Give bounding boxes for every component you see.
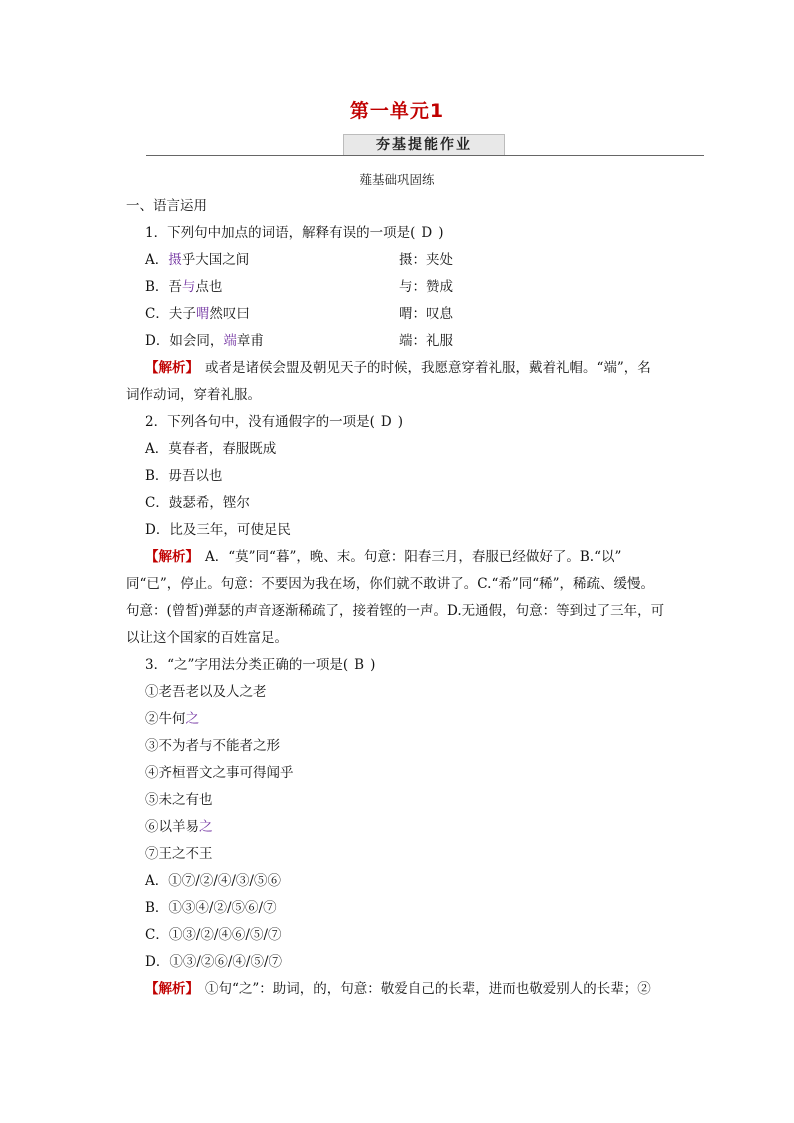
- question-1-stem: [126, 220, 686, 247]
- item-text: ①老吾老以及人之老: [145, 684, 267, 700]
- stem-close: ): [370, 657, 376, 673]
- sentence-item: [126, 814, 686, 841]
- analysis-2: [126, 544, 686, 652]
- item-text: ⑦王之不王: [145, 846, 213, 862]
- question-stem-text: 1．下列句中加点的词语，解释有误的一项是(: [145, 225, 416, 241]
- option-post: 点也: [195, 279, 223, 295]
- option-pre: C．夫子: [145, 306, 196, 322]
- dotted-word: 端: [223, 333, 237, 349]
- option-c: C．鼓瑟希，铿尔: [145, 495, 250, 511]
- option-post: 乎大国之间: [181, 252, 250, 268]
- analysis-line: 词作动词，穿着礼服。: [126, 387, 261, 403]
- option-gloss: 喟：叹息: [399, 306, 453, 322]
- analysis-text: A．“莫”同“暮”，晚、末。句意：阳春三月，春服已经做好了。B.“以”: [205, 549, 622, 565]
- item-text: ⑥以羊易: [145, 819, 199, 835]
- option-b: B．①③④/②/⑤⑥/⑦: [145, 900, 277, 916]
- sentence-item: [126, 760, 686, 787]
- analysis-line: [126, 355, 686, 382]
- answer-letter: B: [354, 657, 365, 673]
- analysis-tag: 【解析】: [145, 981, 199, 997]
- answer-letter: D: [421, 225, 433, 241]
- dotted-word: 喟: [195, 306, 210, 322]
- option-b: B．毋吾以也: [145, 468, 223, 484]
- analysis-tag: 【解析】: [145, 549, 199, 565]
- option-d: D．比及三年，可使足民: [145, 522, 291, 538]
- analysis-text: ①句“之”：助词，的，句意：敬爱自己的长辈，进而也敬爱别人的长辈；②: [205, 981, 651, 997]
- option-post: 然叹曰: [209, 306, 250, 322]
- question-2-stem: [126, 409, 686, 436]
- sentence-item: [126, 733, 686, 760]
- item-text: ④齐桓晋文之事可得闻乎: [145, 765, 294, 781]
- analysis-tag: 【解析】: [145, 360, 199, 376]
- option-post: 章甫: [236, 333, 264, 349]
- option-gloss: 摄：夹处: [399, 252, 453, 268]
- stem-close: ): [397, 414, 403, 430]
- option-pre: D．如会同，: [145, 333, 224, 349]
- option-pre: B．吾: [145, 279, 182, 295]
- dotted-word: 摄: [168, 252, 182, 268]
- sentence-item: [126, 787, 686, 814]
- option-a: A．莫春者，春服既成: [145, 441, 277, 457]
- option-gloss: 端：礼服: [399, 333, 453, 349]
- dotted-word: 之: [199, 819, 213, 835]
- analysis-text: 或者是诸侯会盟及朝见天子的时候，我愿意穿着礼服，戴着礼帽。“端”，名: [205, 360, 651, 376]
- stem-close: ): [438, 225, 444, 241]
- analysis-3: [126, 976, 686, 1003]
- option-b: [126, 274, 686, 301]
- answer-letter: D: [380, 414, 392, 430]
- analysis-line: 同“已”，停止。句意：不要因为我在场，你们就不敢讲了。C.“希”同“稀”，稀疏、缓慢。: [126, 576, 655, 592]
- dotted-word: 之: [185, 711, 199, 727]
- option-gloss: 与：赞成: [399, 279, 453, 295]
- option-a: A．①⑦/②/④/③/⑤⑥: [145, 873, 281, 889]
- option-d: [126, 328, 686, 355]
- analysis-line: [126, 976, 686, 1003]
- option-c: C．①③/②/④⑥/⑤/⑦: [145, 927, 282, 943]
- analysis-line: 以让这个国家的百姓富足。: [126, 630, 288, 646]
- item-text: ③不为者与不能者之形: [145, 738, 280, 754]
- section-banner: 夯基提能作业: [343, 134, 505, 156]
- analysis-line: 句意：(曾皙)弹瑟的声音逐渐稀疏了，接着铿的一声。D.无通假，句意：等到过了三年，可: [126, 603, 665, 619]
- option-d: D．①③/②⑥/④/⑤/⑦: [145, 954, 283, 970]
- item-text: ②牛何: [145, 711, 186, 727]
- item-text: ⑤未之有也: [145, 792, 213, 808]
- question-stem-text: 2．下列各句中，没有通假字的一项是(: [145, 414, 375, 430]
- analysis-1: [126, 355, 686, 409]
- analysis-line: [126, 544, 686, 571]
- option-a: [126, 247, 686, 274]
- sentence-item: [126, 841, 686, 868]
- dotted-word: 与: [181, 279, 196, 295]
- question-3-stem: [126, 652, 686, 679]
- section-heading: 一、语言运用: [126, 198, 207, 214]
- question-stem-text: 3．“之”字用法分类正确的一项是(: [145, 657, 349, 673]
- option-pre: A．: [145, 252, 169, 268]
- header-rule: [146, 155, 704, 156]
- page-subtitle: 薤基础巩固练: [359, 172, 435, 187]
- sentence-item: [126, 706, 686, 733]
- sentence-item: [126, 679, 686, 706]
- page-title: 第一单元1: [349, 100, 445, 122]
- document-body: [126, 193, 686, 1003]
- option-c: [126, 301, 686, 328]
